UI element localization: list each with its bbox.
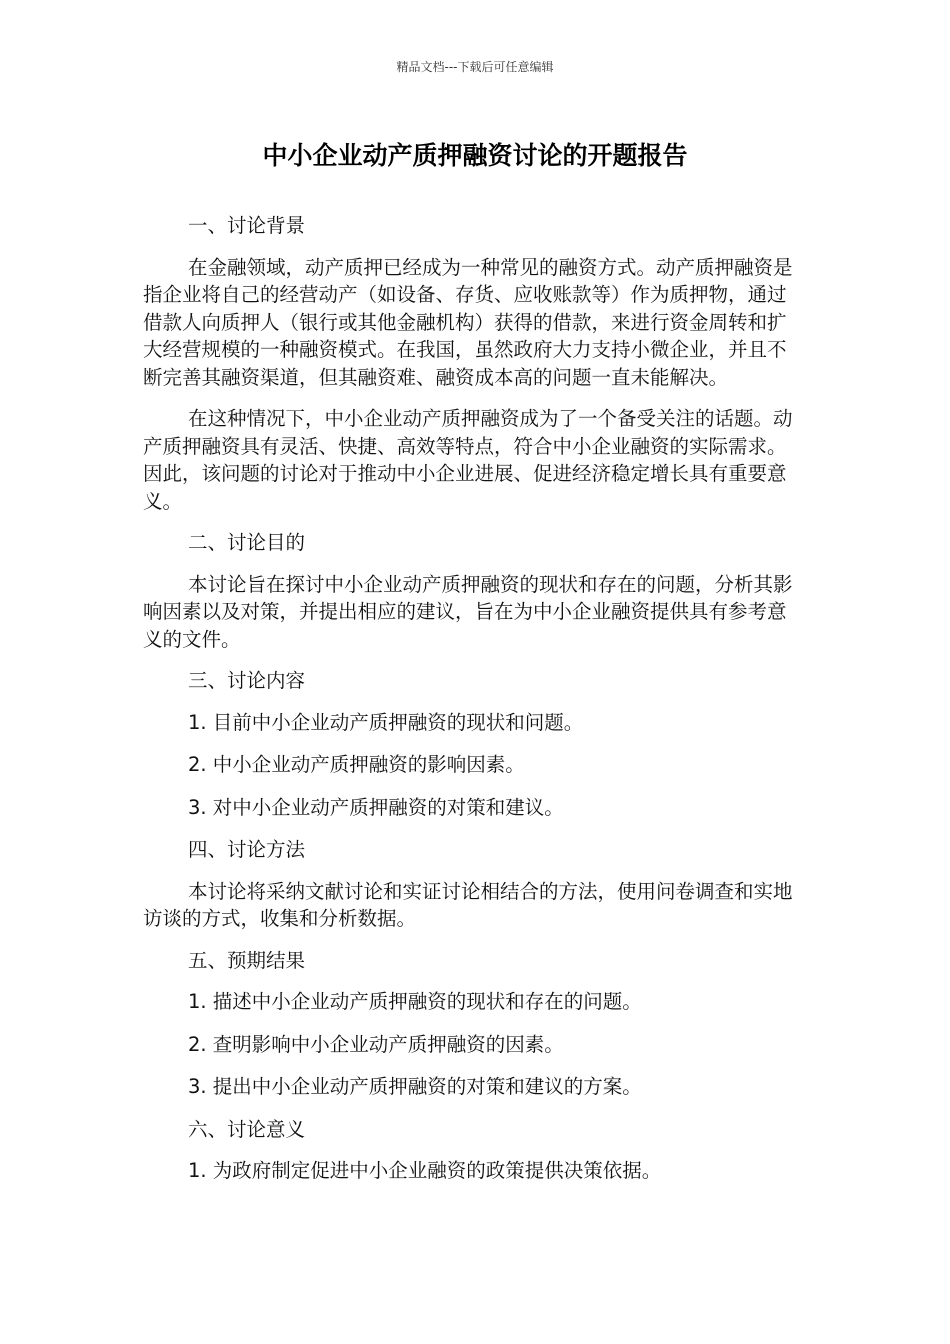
section-heading-purpose: 二、讨论目的 — [188, 531, 306, 554]
section-heading-content: 三、讨论内容 — [188, 669, 306, 692]
document-body — [143, 212, 803, 1200]
background-paragraph-2: 在这种情况下，中小企业动产质押融资成为了一个备受关注的话题。动产质押融资具有灵活、快捷、高效等特点，符合中小企业融资的实际需求。因此，该问题的讨论对于推动中小企业进展、促进经济稳定增长具有重要意义。 — [143, 407, 793, 513]
method-paragraph: 本讨论将采纳文献讨论和实证讨论相结合的方法，使用问卷调查和实地访谈的方式，收集和分析数据。 — [143, 879, 793, 930]
content-list-item: 2. 中小企业动产质押融资的影响因素。 — [188, 753, 525, 776]
results-list-item: 1. 描述中小企业动产质押融资的现状和存在的问题。 — [188, 990, 642, 1013]
background-paragraph-1: 在金融领域，动产质押已经成为一种常见的融资方式。动产质押融资是指企业将自己的经营动产（如设备、存货、应收账款等）作为质押物，通过借款人向质押人（银行或其他金融机构）获得的借款，来进行资金周转和扩大经营规模的一种融资模式。在我国，虽然政府大力支持小微企业，并且不断完善其融资渠道，但其融资难、融资成本高的问题一直未能解决。 — [143, 255, 793, 389]
header-note: 精品文档---下载后可任意编辑 — [396, 60, 554, 74]
results-list-item: 3. 提出中小企业动产质押融资的对策和建议的方案。 — [188, 1075, 642, 1098]
section-heading-expected-results: 五、预期结果 — [188, 948, 306, 972]
section-heading-method: 四、讨论方法 — [188, 838, 306, 861]
document-title: 中小企业动产质押融资讨论的开题报告 — [262, 141, 688, 170]
results-list-item: 2. 查明影响中小企业动产质押融资的因素。 — [188, 1032, 564, 1056]
content-list-item: 3. 对中小企业动产质押融资的对策和建议。 — [188, 795, 564, 819]
section-heading-significance: 六、讨论意义 — [188, 1117, 306, 1141]
significance-list-item: 1. 为政府制定促进中小企业融资的政策提供决策依据。 — [188, 1159, 662, 1182]
content-list-item: 1. 目前中小企业动产质押融资的现状和问题。 — [188, 710, 584, 734]
purpose-paragraph: 本讨论旨在探讨中小企业动产质押融资的现状和存在的问题，分析其影响因素以及对策，并提出相应的建议，旨在为中小企业融资提供具有参考意义的文件。 — [143, 572, 793, 651]
section-heading-background: 一、讨论背景 — [188, 214, 306, 237]
